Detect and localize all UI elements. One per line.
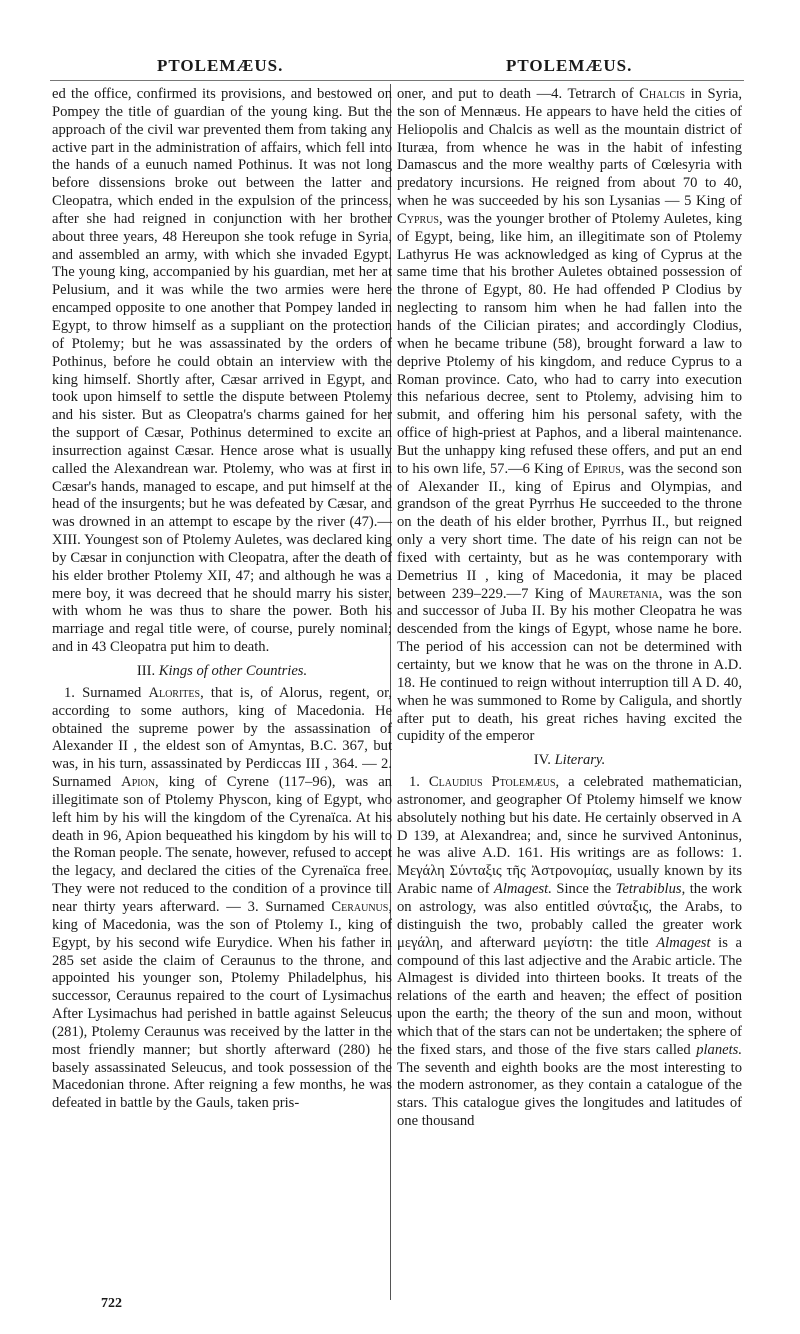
section-number: III. (136, 663, 156, 679)
name-alorites: Alorites (148, 684, 201, 701)
left-column (52, 86, 392, 1113)
name-ceraunus: Ceraunus (331, 898, 389, 915)
name-apion: Apion (121, 774, 156, 791)
name-chalcis: Chalcis (639, 86, 686, 102)
header-rule (50, 80, 744, 81)
title-almagest-2: Almagest (656, 934, 711, 951)
term-planets: planets. (696, 1041, 742, 1058)
paragraph-claudius-ptolemaeus: 1. Claudius Ptolemæus, a celebrated mathematician, astronomer, and geographer Of Ptolemy himself we know absolutely nothing but his date. He certainly observed in A D 139, at Alexandrea; and, since he survived Antoninus, he was alive A.D. 161. His writings are as follows: 1. Μεγάλη Σύνταξις τῆς Ἀστρονομίας, usually known by its Arabic name of Almagest. Since the Tetrabiblus, the work on astrology, was also entitled σύνταξις, the Arabs, to distinguish the two, probably called the greater work μεγάλη, and afterward μεγίστη: the title Almagest is a compound of this last adjective and the Arabic article. The Almagest is divided into thirteen books. It treats of the relations of the earth and heaven; the effect of position upon the earth; the theory of the sun and moon, without which that of the stars can not be undertaken; the sphere of the fixed stars, and those of the five stars called planets. The seventh and eighth books are the most interesting to the modern astronomer, as they contain a catalogue of the stars. This catalogue gives the longitudes and latitudes of one thousand (397, 774, 743, 1130)
title-tetrabiblus: Tetrabiblus (615, 881, 682, 898)
page-number: 722 (101, 1296, 122, 1311)
running-head-left: PTOLEMÆUS. (157, 56, 284, 75)
section-heading-literary (397, 752, 742, 770)
title-almagest: Almagest. (493, 881, 552, 898)
paragraph-kings-continued: oner, and put to death —4. Tetrarch of Chalcis in Syria, the son of Mennæus. He appears to have held the cities of Heliopolis and Chalcis as well as the mountain district of Ituræa, from whence he was in the habit of infesting Damascus and the more wealthy parts of Cœlesyria with predatory incursions. He reigned from about 70 to 40, when he was succeeded by his son Lysanias — 5 King of Cyprus, was the younger brother of Ptolemy Auletes, king of Egypt, being, like him, an illegitimate son of Ptolemy Lathyrus He was acknowledged as king of Cyprus at the same time that his brother Auletes obtained possession of the throne of Egypt, 80. He had offended P Clodius by neglecting to ransom him when he had fallen into the hands of the Cilician pirates; and accordingly Clodius, when he became tribune (58), brought forward a law to deprive Ptolemy of his kingdom, and reduce Cyprus to a Roman province. Cato, who had to carry into execution this nefarious decree, sent to Ptolemy, advising him to submit, and offering him his personal safety, with the office of high-priest at Paphos, and a liberal maintenance. But the unhappy king refused these offers, and put an end to his own life, 57.—6 King of Epirus, was the second son of Alexander II., king of Epirus and Olympias, and grandson of the great Pyrrhus He succeeded to the throne on the death of his elder brother, Pyrrhus II., but reigned only a very short time. The date of his reign can not be fixed with certainty, but as he was contemporary with Demetrius II , king of Macedonia, it may be placed between 239–229.—7 King of Mauretania, was the son and successor of Juba II. By his mother Cleopatra he was descended from the kings of Egypt, whose name he bore. The period of his accession can not be determined with certainty, but we know that he was on the throne in A.D. 18. He continued to reign without interruption till A D. 40, when he was summoned to Rome by Caligula, and shortly after put to death, his great riches having excited the cupidity of the emperor (397, 86, 743, 745)
name-claudius-ptolemaeus: Claudius Ptolemæus (428, 774, 556, 791)
section-heading-kings-other-countries (52, 663, 392, 681)
section-title: Literary. (554, 752, 606, 769)
paragraph-kings-other-countries: 1. Surnamed Alorites, that is, of Alorus, regent, or, according to some authors, king of Macedonia. He obtained the supreme power by the assassination of Alexander II , the eldest son of Amyntas, B.C. 367, but was, in his turn, assassinated by Perdiccas III , 364. — 2. Surnamed Apion, king of Cyrene (117–96), was an illegitimate son of Ptolemy Physcon, king of Egypt, who left him by his will the kingdom of the Cyrenaïca. At his death in 96, Apion bequeathed his kingdom by his will to the Roman people. The senate, however, refused to accept the legacy, and declared the cities of the Cyrenaïca free. They were not reduced to the condition of a province till near thirty years afterward. — 3. Surnamed Ceraunus, king of Macedonia, was the son of Ptolemy I., king of Egypt, by his second wife Eurydice. When his father in 285 set aside the claim of Ceraunus to the throne, and appointed his younger son, Ptolemy Philadelphus, his successor, Ceraunus repaired to the court of Lysimachus After Lysimachus had perished in battle against Seleucus (281), Ptolemy Ceraunus was received by the latter in the most friendly manner; but shortly afterward (280) he basely assassinated Seleucus, and took possession of the Macedonian throne. After reigning a few months, he was defeated in battle by the Gauls, taken pris- (52, 684, 392, 1112)
right-column (397, 86, 742, 1131)
running-head-right: PTOLEMÆUS. (506, 56, 633, 75)
name-mauretania: Mauretania (588, 585, 659, 602)
paragraph-ptolemy-xii-xiii: ed the office, confirmed its provisions, and bestowed on Pompey the title of guardian of the young king. But the approach of the civil war prevented them from taking any active part in the administration of affairs, which fell into the hands of a eunuch named Pothinus. It was not long before dissensions broke out between the latter and Cleopatra, which ended in the expulsion of the princess, after she had reigned in conjunction with her brother about three years, 48 Hereupon she took refuge in Syria, and assembled an army, with which she invaded Egypt. The young king, accompanied by his guardian, met her at Pelusium, and it was while the two armies were here encamped opposite to one another that Pompey landed in Egypt, to throw himself as a suppliant on the protection of Ptolemy; but he was assassinated by the orders of Pothinus, before he could obtain an interview with the king himself. Shortly after, Cæsar arrived in Egypt, and took upon himself to settle the dispute between Ptolemy and his sister. But as Cleopatra's charms gained for her the support of Cæsar, Pothinus determined to excite an insurrection against Cæsar. Hence arose what is usually called the Alexandrean war. Ptolemy, who was at first in Cæsar's hands, managed to escape, and put himself at the head of the insurgents; but he was defeated by Cæsar, and was drowned in an attempt to escape by the river (47).—XIII. Youngest son of Ptolemy Auletes, was declared king by Cæsar in conjunction with Cleopatra, after the death of his elder brother Ptolemy XII, 47; and although he was a mere boy, it was decreed that he should marry his sister, with whom he was thus to share the power. Both his marriage and regal title were, of course, purely nominal; and in 43 Cleopatra put him to death. (52, 86, 392, 656)
section-number: IV. (533, 752, 551, 769)
name-cyprus: Cyprus (397, 210, 439, 227)
section-title: Kings of other Countries. (158, 663, 308, 679)
name-epirus: Epirus (583, 460, 621, 477)
